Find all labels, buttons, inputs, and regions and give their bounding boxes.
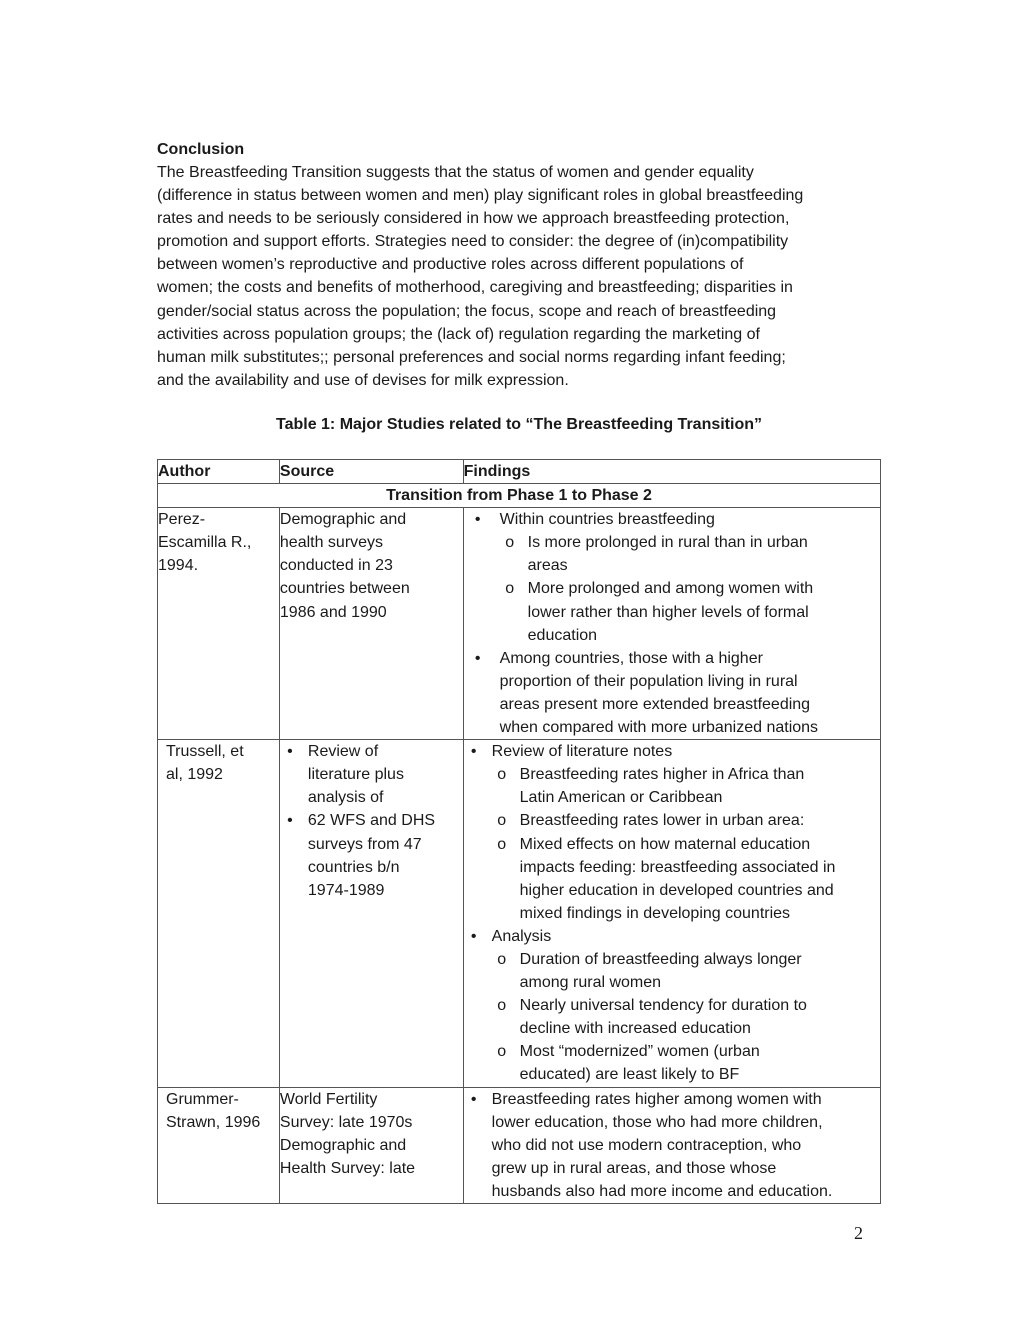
list-item (464, 647, 880, 739)
bullet-icon: • (470, 1090, 477, 1108)
bullet-icon: • (470, 927, 477, 945)
table-row (158, 1087, 881, 1203)
text-line: Breastfeeding rates lower in urban area: (519, 812, 805, 830)
list-item (464, 740, 880, 925)
bullet-icon: • (470, 743, 477, 761)
sub-list-item (492, 994, 880, 1040)
findings-list (464, 740, 880, 1086)
text-line: between women’s reproductive and productive roles across different populations of (157, 256, 744, 274)
text-line: countries between (279, 580, 410, 598)
text-line: lower rather than higher levels of formal (527, 603, 809, 621)
sub-bullet-icon: o (497, 1043, 507, 1061)
author-cell (158, 740, 280, 1087)
bullet-icon: • (474, 511, 481, 529)
sub-bullet-icon: o (497, 950, 507, 968)
text-line: Demographic and (279, 1136, 407, 1154)
text-line: human milk substitutes;; personal preferences and social norms regarding infant feeding; (157, 348, 786, 366)
text-line: 1974-1989 (307, 881, 385, 899)
text-line: higher education in developed countries and (519, 881, 834, 899)
bullet-icon: • (287, 812, 293, 830)
text-line: Survey: late 1970s (279, 1113, 413, 1131)
list-item (464, 1088, 880, 1203)
text-line: health surveys (279, 534, 384, 552)
text-line: Breastfeeding rates higher among women with (491, 1090, 822, 1108)
text-line: 62 WFS and DHS (307, 812, 436, 830)
column-header-author: Author (158, 460, 280, 484)
text-line: Most “modernized” women (urban (519, 1043, 760, 1061)
text-line: areas present more extended breastfeeding (499, 695, 811, 713)
text-line: Trussell, et (166, 743, 244, 761)
phase-label: Transition from Phase 1 to Phase 2 (158, 484, 881, 508)
sub-bullet-icon: o (497, 997, 507, 1015)
phase-row (158, 484, 881, 508)
column-header-source: Source (279, 460, 463, 484)
text-line: Perez- (158, 511, 206, 529)
findings-cell (463, 508, 880, 740)
text-line: Demographic and (279, 511, 407, 529)
source-cell (279, 740, 463, 1087)
text-line: Strawn, 1996 (166, 1113, 261, 1131)
text-line: Analysis (491, 927, 552, 945)
text-line: grew up in rural areas, and those whose (491, 1159, 777, 1177)
text-line: proportion of their population living in rural (499, 672, 798, 690)
text-line: More prolonged and among women with (527, 580, 814, 598)
list-item (280, 740, 463, 809)
page-number: 2 (854, 1223, 863, 1243)
author-cell (158, 508, 280, 740)
text-line: The Breastfeeding Transition suggests that the status of women and gender equality (157, 164, 754, 181)
text-line: educated) are least likely to BF (519, 1066, 740, 1084)
source-list (280, 740, 463, 902)
sub-list-item (492, 833, 880, 925)
text-line: Mixed effects on how maternal education (519, 835, 811, 853)
text-line: Duration of breastfeeding always longer (519, 950, 802, 968)
sub-list-item (492, 809, 880, 832)
text-line: 1986 and 1990 (279, 603, 387, 621)
sub-list-item (492, 948, 880, 994)
findings-cell (463, 1087, 880, 1203)
table-caption: Table 1: Major Studies related to “The Breastfeeding Transition” (275, 416, 762, 433)
text-line: Is more prolonged in rural than in urban (527, 534, 808, 552)
table-row (158, 740, 881, 1087)
text-line: al, 1992 (166, 766, 223, 784)
text-line: women; the costs and benefits of motherhood, caregiving and breastfeeding; disparities in (157, 279, 793, 297)
source-cell (279, 1087, 463, 1203)
text-line: education (527, 626, 598, 644)
text-line: impacts feeding: breastfeeding associated in (519, 858, 836, 876)
text-line: activities across population groups; the (lack of) regulation regarding the marketing of (157, 325, 760, 343)
sub-list (492, 948, 880, 1087)
text-line: Latin American or Caribbean (519, 789, 723, 807)
text-line: conducted in 23 (279, 557, 393, 575)
text-line: rates and needs to be seriously considered in how we approach breastfeeding protection, (157, 210, 790, 228)
text-line: Health Survey: late (279, 1159, 416, 1177)
conclusion-paragraph (157, 161, 877, 392)
table-row (158, 508, 881, 740)
text-line: (difference in status between women and men) play significant roles in global breastfeeding (157, 187, 804, 205)
text-line: Grummer- (166, 1090, 239, 1108)
text-line: Escamilla R., (158, 534, 252, 552)
text-line: and the availability and use of devises for milk expression. (157, 371, 569, 389)
sub-bullet-icon: o (497, 812, 507, 830)
text-line: Nearly universal tendency for duration to (519, 997, 807, 1015)
sub-list-item (492, 1040, 880, 1086)
text-line: countries b/n (307, 858, 400, 876)
text-line: surveys from 47 (307, 835, 422, 853)
text-line: 1994. (158, 557, 199, 575)
text-line: among rural women (519, 974, 662, 992)
sub-list (500, 531, 880, 646)
source-cell (279, 508, 463, 740)
findings-list (464, 1088, 880, 1203)
sub-list-item (492, 763, 880, 809)
text-line: Within countries breastfeeding (499, 511, 715, 529)
text-line: Among countries, those with a higher (499, 649, 763, 667)
sub-list-item (500, 577, 880, 646)
text-line: when compared with more urbanized nations (499, 719, 819, 737)
text-line: husbands also had more income and education. (491, 1182, 833, 1200)
section-heading: Conclusion (157, 141, 245, 158)
text-line: gender/social status across the population; the focus, scope and reach of breastfeeding (157, 302, 777, 320)
findings-list (464, 508, 880, 739)
bullet-icon: • (287, 743, 293, 761)
text-line: Breastfeeding rates higher in Africa than (519, 766, 805, 784)
text-line: lower education, those who had more children, (491, 1113, 823, 1131)
studies-table (157, 459, 881, 1204)
text-line: Review of (307, 743, 379, 761)
text-line: mixed findings in developing countries (519, 904, 791, 922)
column-header-findings: Findings (463, 460, 880, 484)
list-item (280, 809, 463, 901)
text-line: areas (527, 557, 568, 575)
text-line: decline with increased education (519, 1020, 751, 1038)
table-header-row (158, 460, 881, 484)
text-line: literature plus (307, 766, 404, 784)
text-line: Review of literature notes (491, 743, 673, 761)
text-line: World Fertility (279, 1090, 378, 1108)
author-cell (158, 1087, 280, 1203)
text-line: who did not use modern contraception, who (491, 1136, 802, 1154)
sub-bullet-icon: o (505, 580, 515, 598)
findings-cell (463, 740, 880, 1087)
sub-bullet-icon: o (497, 835, 507, 853)
sub-list (492, 763, 880, 925)
text-line: promotion and support efforts. Strategies need to consider: the degree of (in)compatibility (157, 233, 789, 251)
sub-list-item (500, 531, 880, 577)
list-item (464, 925, 880, 1087)
sub-bullet-icon: o (505, 534, 515, 552)
sub-bullet-icon: o (497, 766, 507, 784)
bullet-icon: • (474, 649, 481, 667)
text-line: analysis of (307, 789, 384, 807)
list-item (464, 508, 880, 647)
